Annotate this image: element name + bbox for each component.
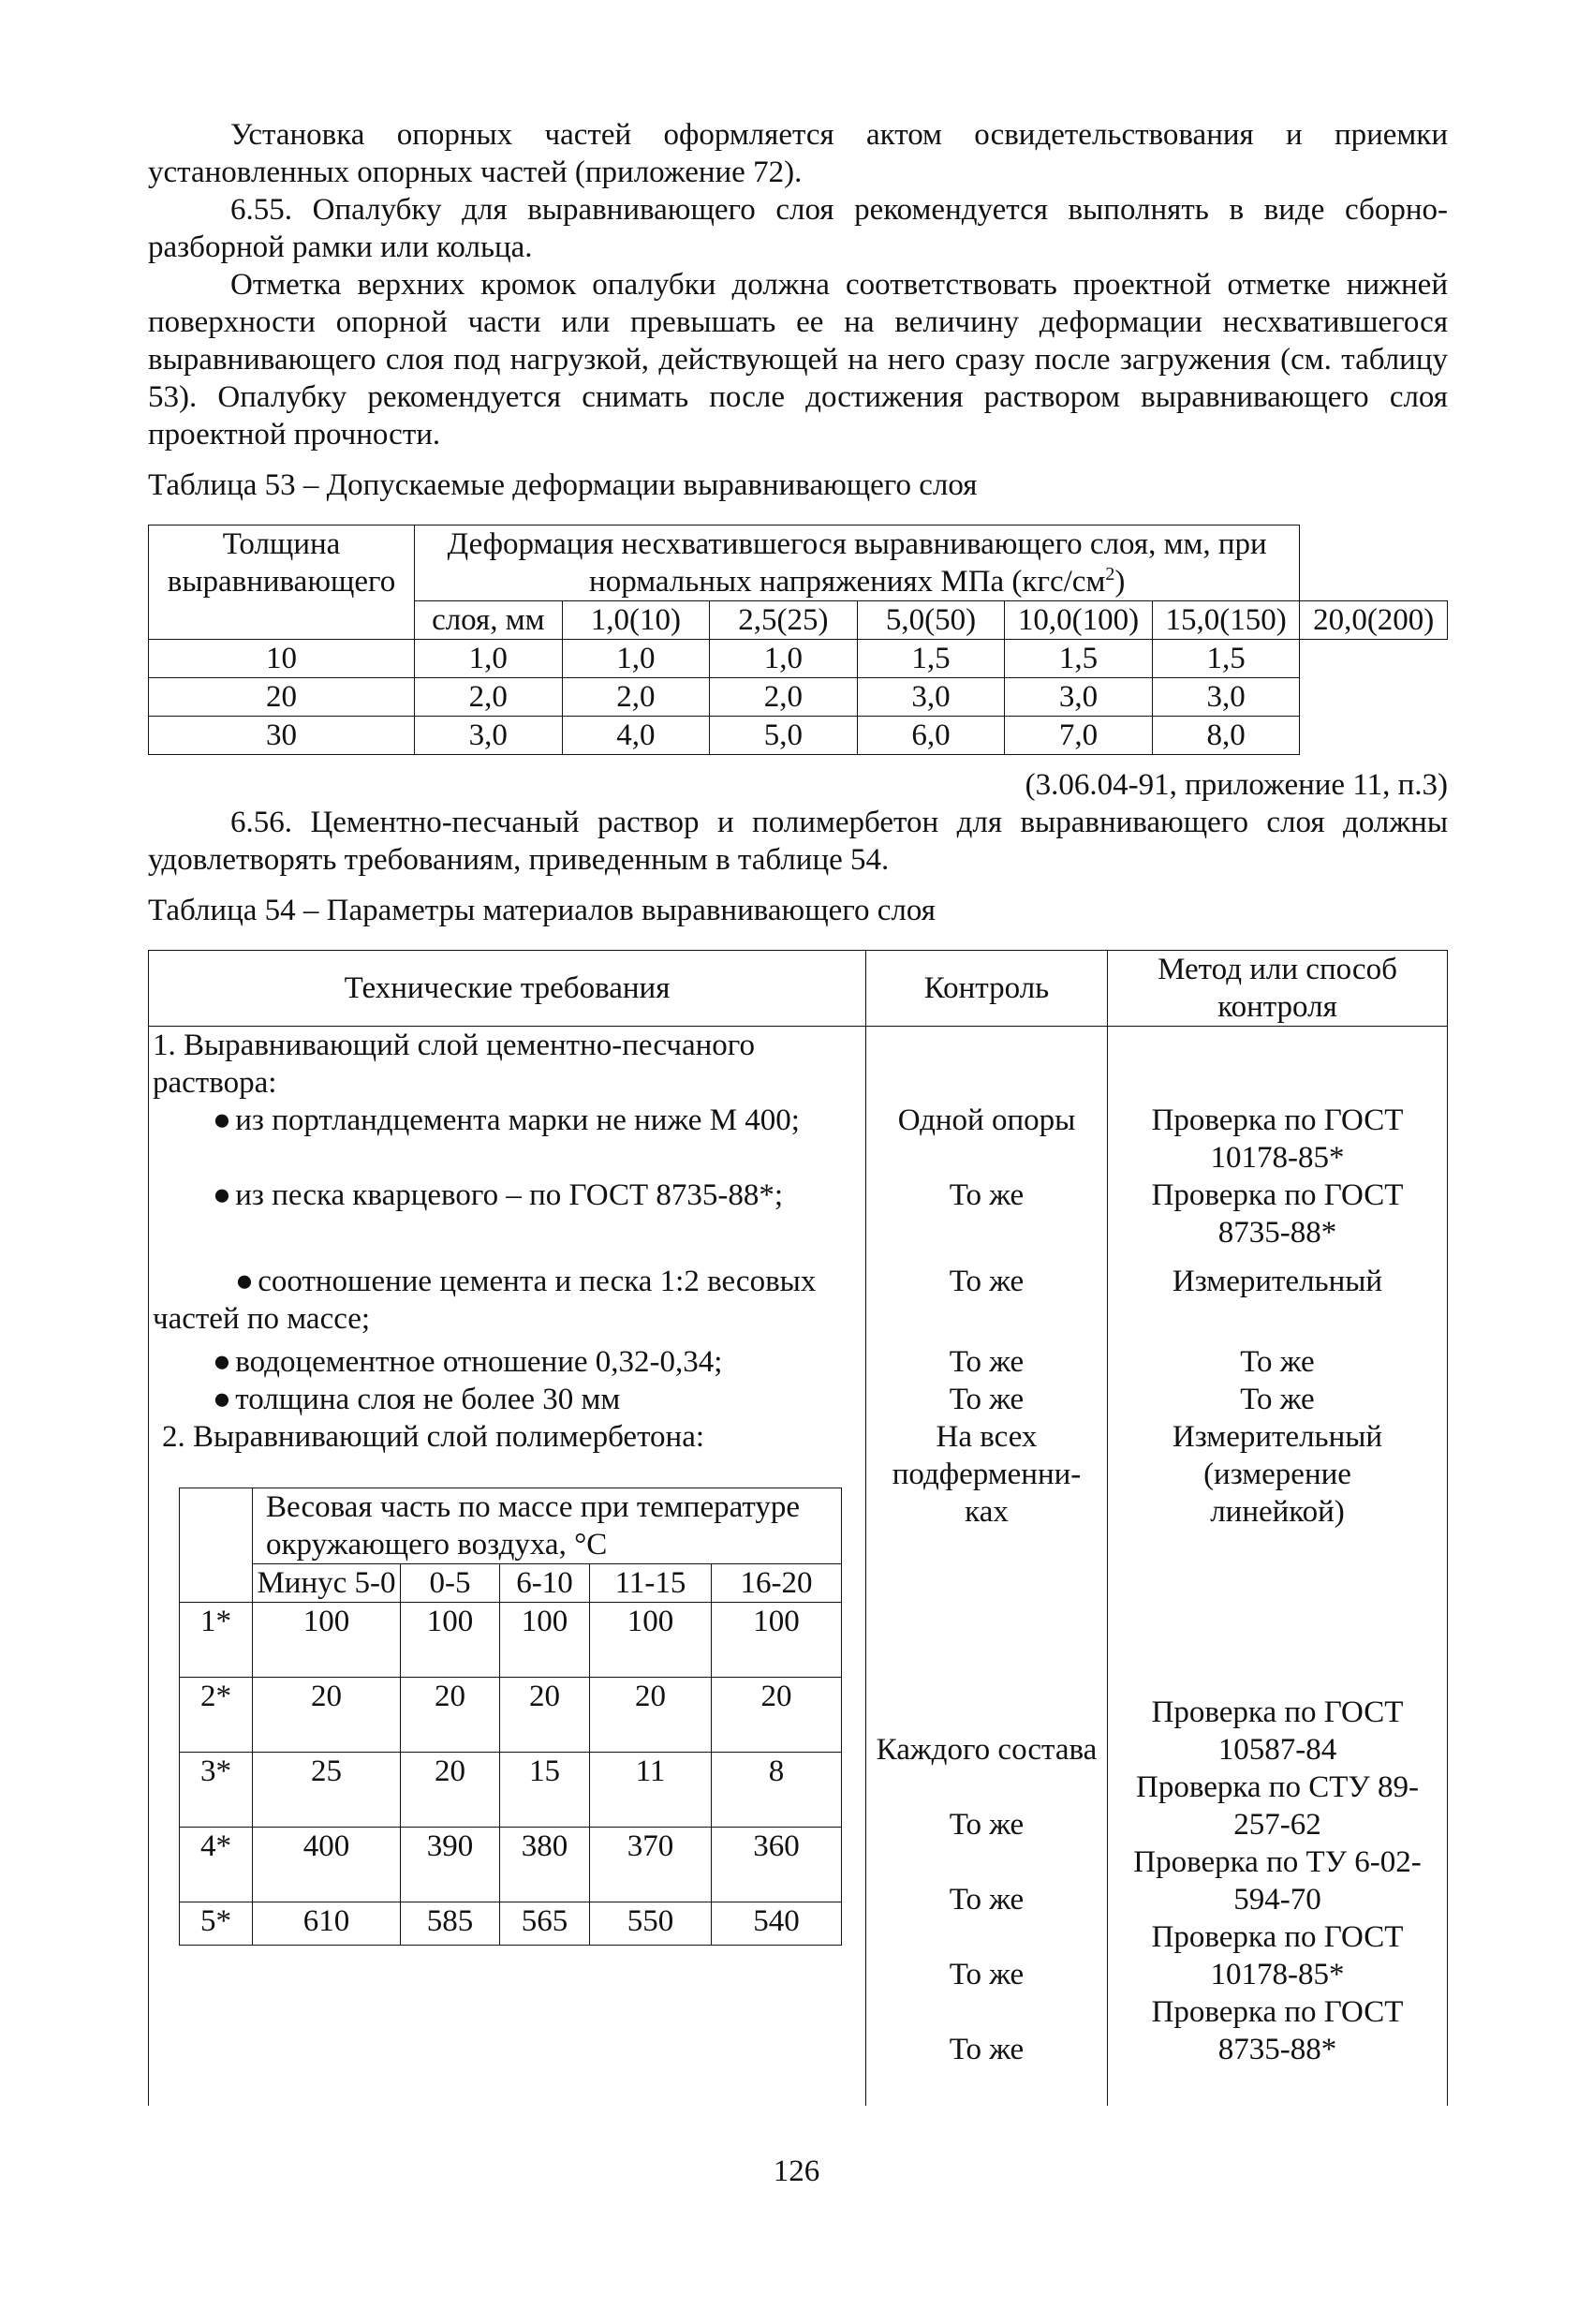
table-54 bbox=[148, 950, 1448, 2106]
t54-method-cell: Проверка по ГОСТ 10178-85* bbox=[1151, 1920, 1404, 1991]
sub-temp-header: 6-10 bbox=[500, 1564, 590, 1603]
t54-method-cell: Проверка по ТУ 6-02-594-70 bbox=[1133, 1845, 1422, 1917]
t54-method-cell: Проверка по ГОСТ 8735-88* bbox=[1108, 1177, 1448, 1251]
t53-group-header-close: ) bbox=[1114, 565, 1126, 599]
paragraph-formwork: Отметка верхних кромок опалубки должна соответствовать проектной отметке нижней поверхности опорной части или превышать ее на величину деформации несхватившегося выравнивающего слоя под нагрузкой, действующей на него сразу после загружения (см. таблицу 53). Опалубку рекомендуется снимать после достижения раствором выравнивающего слоя проектной прочности. bbox=[148, 268, 1448, 451]
sub-row-id: 4* bbox=[180, 1828, 253, 1902]
table-53-reference: (3.06.04-91, приложение 11, п.3) bbox=[1025, 768, 1448, 802]
t54-control-cell: То же bbox=[949, 1808, 1025, 1842]
t53-value-cell: 1,0 bbox=[710, 640, 858, 678]
t53-value-cell: 2,0 bbox=[562, 678, 710, 717]
t53-group-header bbox=[415, 525, 1300, 601]
sub-value: 565 bbox=[500, 1902, 590, 1946]
t54-requirement: толщина слоя не более 30 мм bbox=[235, 1383, 621, 1416]
t53-thickness-cell: 30 bbox=[149, 717, 415, 755]
sub-value: 100 bbox=[500, 1603, 590, 1678]
table-54-caption: Таблица 54 – Параметры материалов выравнивающего слоя bbox=[148, 894, 936, 927]
t53-value-cell: 2,0 bbox=[710, 678, 858, 717]
t54-method-cell: Измерительный bbox=[1108, 1251, 1448, 1338]
t54-control-cell: То же bbox=[866, 1251, 1108, 1338]
t54-requirement: из песка кварцевого – по ГОСТ 8735-88*; bbox=[235, 1178, 784, 1212]
t53-value-cell: 5,0 bbox=[710, 717, 858, 755]
t53-group-header-l1: Деформация несхватившегося выравнивающего слоя, мм, при bbox=[447, 527, 1267, 561]
table-row bbox=[149, 1102, 1448, 1177]
t54-control-cell: То же bbox=[866, 1338, 1108, 1381]
sub-value: 100 bbox=[401, 1603, 500, 1678]
sub-row-id: 1* bbox=[180, 1603, 253, 1678]
t53-value-cell: 1,5 bbox=[1005, 640, 1153, 678]
table-53-caption: Таблица 53 – Допускаемые деформации выравнивающего слоя bbox=[148, 468, 978, 502]
t53-value-cell: 6,0 bbox=[857, 717, 1005, 755]
table-row bbox=[149, 678, 1448, 717]
t54-method-cell: Проверка по ГОСТ 10587-84 bbox=[1151, 1695, 1404, 1767]
t54-section-2-method: Измерительный (измерение линейкой) bbox=[1172, 1420, 1383, 1529]
t54-section-2-title: 2. Выравнивающий слой полимербетона: bbox=[162, 1420, 705, 1454]
sub-value: 20 bbox=[401, 1678, 500, 1753]
sub-value: 400 bbox=[253, 1828, 401, 1902]
t53-value-cell: 3,0 bbox=[1005, 678, 1153, 717]
sub-temp-header: 11-15 bbox=[590, 1564, 712, 1603]
sub-value: 360 bbox=[712, 1828, 842, 1902]
table-row bbox=[149, 1338, 1448, 1381]
t53-pressure-header: 15,0(150) bbox=[1152, 601, 1300, 640]
t53-value-cell: 3,0 bbox=[415, 717, 563, 755]
t54-control-cell: Каждого состава bbox=[876, 1733, 1098, 1767]
sub-value: 540 bbox=[712, 1902, 842, 1946]
t53-group-header-text: нормальных напряжениях МПа (кгс/см bbox=[589, 565, 1106, 599]
t54-method-cell: То же bbox=[1108, 1338, 1448, 1381]
t54-control-cell: То же bbox=[949, 1958, 1025, 1991]
sub-value: 370 bbox=[590, 1828, 712, 1902]
t53-thickness-header-l3: слоя, мм bbox=[415, 601, 563, 640]
t54-section-2-control: На всех подферменни-ках bbox=[892, 1420, 1082, 1529]
t53-thickness-cell: 10 bbox=[149, 640, 415, 678]
paragraph-6-56: 6.56. Цементно-песчаный раствор и полимербетон для выравнивающего слоя должны удовлетворять требованиям, приведенным в таблице 54. bbox=[148, 806, 1448, 877]
sub-value: 20 bbox=[712, 1678, 842, 1753]
t53-value-cell: 8,0 bbox=[1152, 717, 1300, 755]
document-page bbox=[148, 116, 1448, 2106]
t53-group-header-l2 bbox=[417, 563, 1297, 600]
t53-thickness-header bbox=[149, 525, 415, 640]
bullet-icon: ● bbox=[213, 1178, 231, 1212]
sub-value: 100 bbox=[712, 1603, 842, 1678]
t54-control-header: Контроль bbox=[866, 951, 1108, 1027]
t53-value-cell: 1,5 bbox=[857, 640, 1005, 678]
sub-value: 20 bbox=[401, 1753, 500, 1828]
sub-row-id: 5* bbox=[180, 1902, 253, 1946]
sub-temp-header: 16-20 bbox=[712, 1564, 842, 1603]
t53-value-cell: 3,0 bbox=[1152, 678, 1300, 717]
bullet-icon: ● bbox=[213, 1103, 231, 1137]
t54-requirement: из портландцемента марки не ниже М 400; bbox=[235, 1103, 800, 1137]
table-row bbox=[149, 1418, 1448, 2106]
t54-control-cell: То же bbox=[866, 1381, 1108, 1418]
sub-value: 100 bbox=[253, 1603, 401, 1678]
t54-method-cell: Проверка по СТУ 89-257-62 bbox=[1136, 1770, 1419, 1842]
sub-row-id: 2* bbox=[180, 1678, 253, 1753]
t53-thickness-cell: 20 bbox=[149, 678, 415, 717]
sub-value: 20 bbox=[253, 1678, 401, 1753]
sub-temp-header: Минус 5-0 bbox=[253, 1564, 401, 1603]
polymer-concrete-subtable bbox=[179, 1488, 842, 1946]
t53-pressure-header: 20,0(200) bbox=[1300, 601, 1448, 640]
t53-value-cell: 1,0 bbox=[562, 640, 710, 678]
t54-method-cell: То же bbox=[1108, 1381, 1448, 1418]
bullet-icon: ● bbox=[213, 1345, 231, 1379]
table-row bbox=[149, 717, 1448, 755]
sub-id-header bbox=[180, 1488, 253, 1603]
table-row bbox=[180, 1603, 842, 1678]
table-row bbox=[180, 1678, 842, 1753]
sub-value: 8 bbox=[712, 1753, 842, 1828]
sub-weight-header: Весовая часть по массе при температуре окружающего воздуха, °С bbox=[253, 1488, 842, 1564]
table-row bbox=[149, 1177, 1448, 1251]
table-row bbox=[180, 1902, 842, 1946]
sub-value: 100 bbox=[590, 1603, 712, 1678]
t53-value-cell: 2,0 bbox=[415, 678, 563, 717]
bullet-icon: ● bbox=[213, 1383, 231, 1416]
sub-value: 25 bbox=[253, 1753, 401, 1828]
sub-value: 11 bbox=[590, 1753, 712, 1828]
page-number: 126 bbox=[773, 2154, 820, 2188]
t53-pressure-header: 5,0(50) bbox=[857, 601, 1005, 640]
t53-value-cell: 1,0 bbox=[415, 640, 563, 678]
sub-value: 390 bbox=[401, 1828, 500, 1902]
paragraph-6-55: 6.55. Опалубку для выравнивающего слоя рекомендуется выполнять в виде сборно-разборной рамки или кольца. bbox=[148, 193, 1448, 264]
t53-unit-superscript: 2 bbox=[1105, 564, 1115, 585]
sub-value: 20 bbox=[500, 1678, 590, 1753]
table-53 bbox=[148, 525, 1448, 755]
table-row bbox=[149, 1251, 1448, 1338]
t53-pressure-header: 10,0(100) bbox=[1005, 601, 1153, 640]
sub-value: 380 bbox=[500, 1828, 590, 1902]
t53-pressure-header: 1,0(10) bbox=[562, 601, 710, 640]
t54-control-cell: Одной опоры bbox=[866, 1102, 1108, 1177]
sub-value: 20 bbox=[590, 1678, 712, 1753]
t54-method-cell: Проверка по ГОСТ 10178-85* bbox=[1108, 1102, 1448, 1177]
sub-value: 15 bbox=[500, 1753, 590, 1828]
t53-value-cell: 4,0 bbox=[562, 717, 710, 755]
paragraph-intro-1: Установка опорных частей оформляется актом освидетельствования и приемки установленных опорных частей (приложение 72). bbox=[148, 118, 1448, 189]
sub-row-id: 3* bbox=[180, 1753, 253, 1828]
sub-temp-header: 0-5 bbox=[401, 1564, 500, 1603]
t53-pressure-header: 2,5(25) bbox=[710, 601, 858, 640]
t53-value-cell: 7,0 bbox=[1005, 717, 1153, 755]
sub-value: 585 bbox=[401, 1902, 500, 1946]
table-row bbox=[149, 1381, 1448, 1418]
bullet-icon: ● bbox=[235, 1265, 254, 1298]
t53-value-cell: 3,0 bbox=[857, 678, 1005, 717]
t54-requirement: соотношение цемента и песка 1:2 весовых частей по массе; bbox=[153, 1265, 817, 1336]
t53-value-cell: 1,5 bbox=[1152, 640, 1300, 678]
t54-section-1-title: 1. Выравнивающий слой цементно-песчаного раствора: bbox=[149, 1027, 866, 1103]
t54-method-header: Метод или способ контроля bbox=[1108, 951, 1448, 1027]
t53-thickness-header-l2: выравнивающего bbox=[167, 565, 396, 599]
table-row bbox=[180, 1828, 842, 1902]
t53-thickness-header-l1: Толщина bbox=[222, 527, 341, 561]
t54-control-cell: То же bbox=[866, 1177, 1108, 1251]
t54-method-cell: Проверка по ГОСТ 8735-88* bbox=[1151, 1995, 1404, 2066]
table-row bbox=[180, 1753, 842, 1828]
sub-value: 610 bbox=[253, 1902, 401, 1946]
sub-value: 550 bbox=[590, 1902, 712, 1946]
t54-requirement: водоцементное отношение 0,32-0,34; bbox=[235, 1345, 723, 1379]
t54-requirements-header: Технические требования bbox=[149, 951, 866, 1027]
t54-control-cell: То же bbox=[949, 2033, 1025, 2066]
table-row bbox=[149, 640, 1448, 678]
t54-control-cell: То же bbox=[949, 1883, 1025, 1917]
